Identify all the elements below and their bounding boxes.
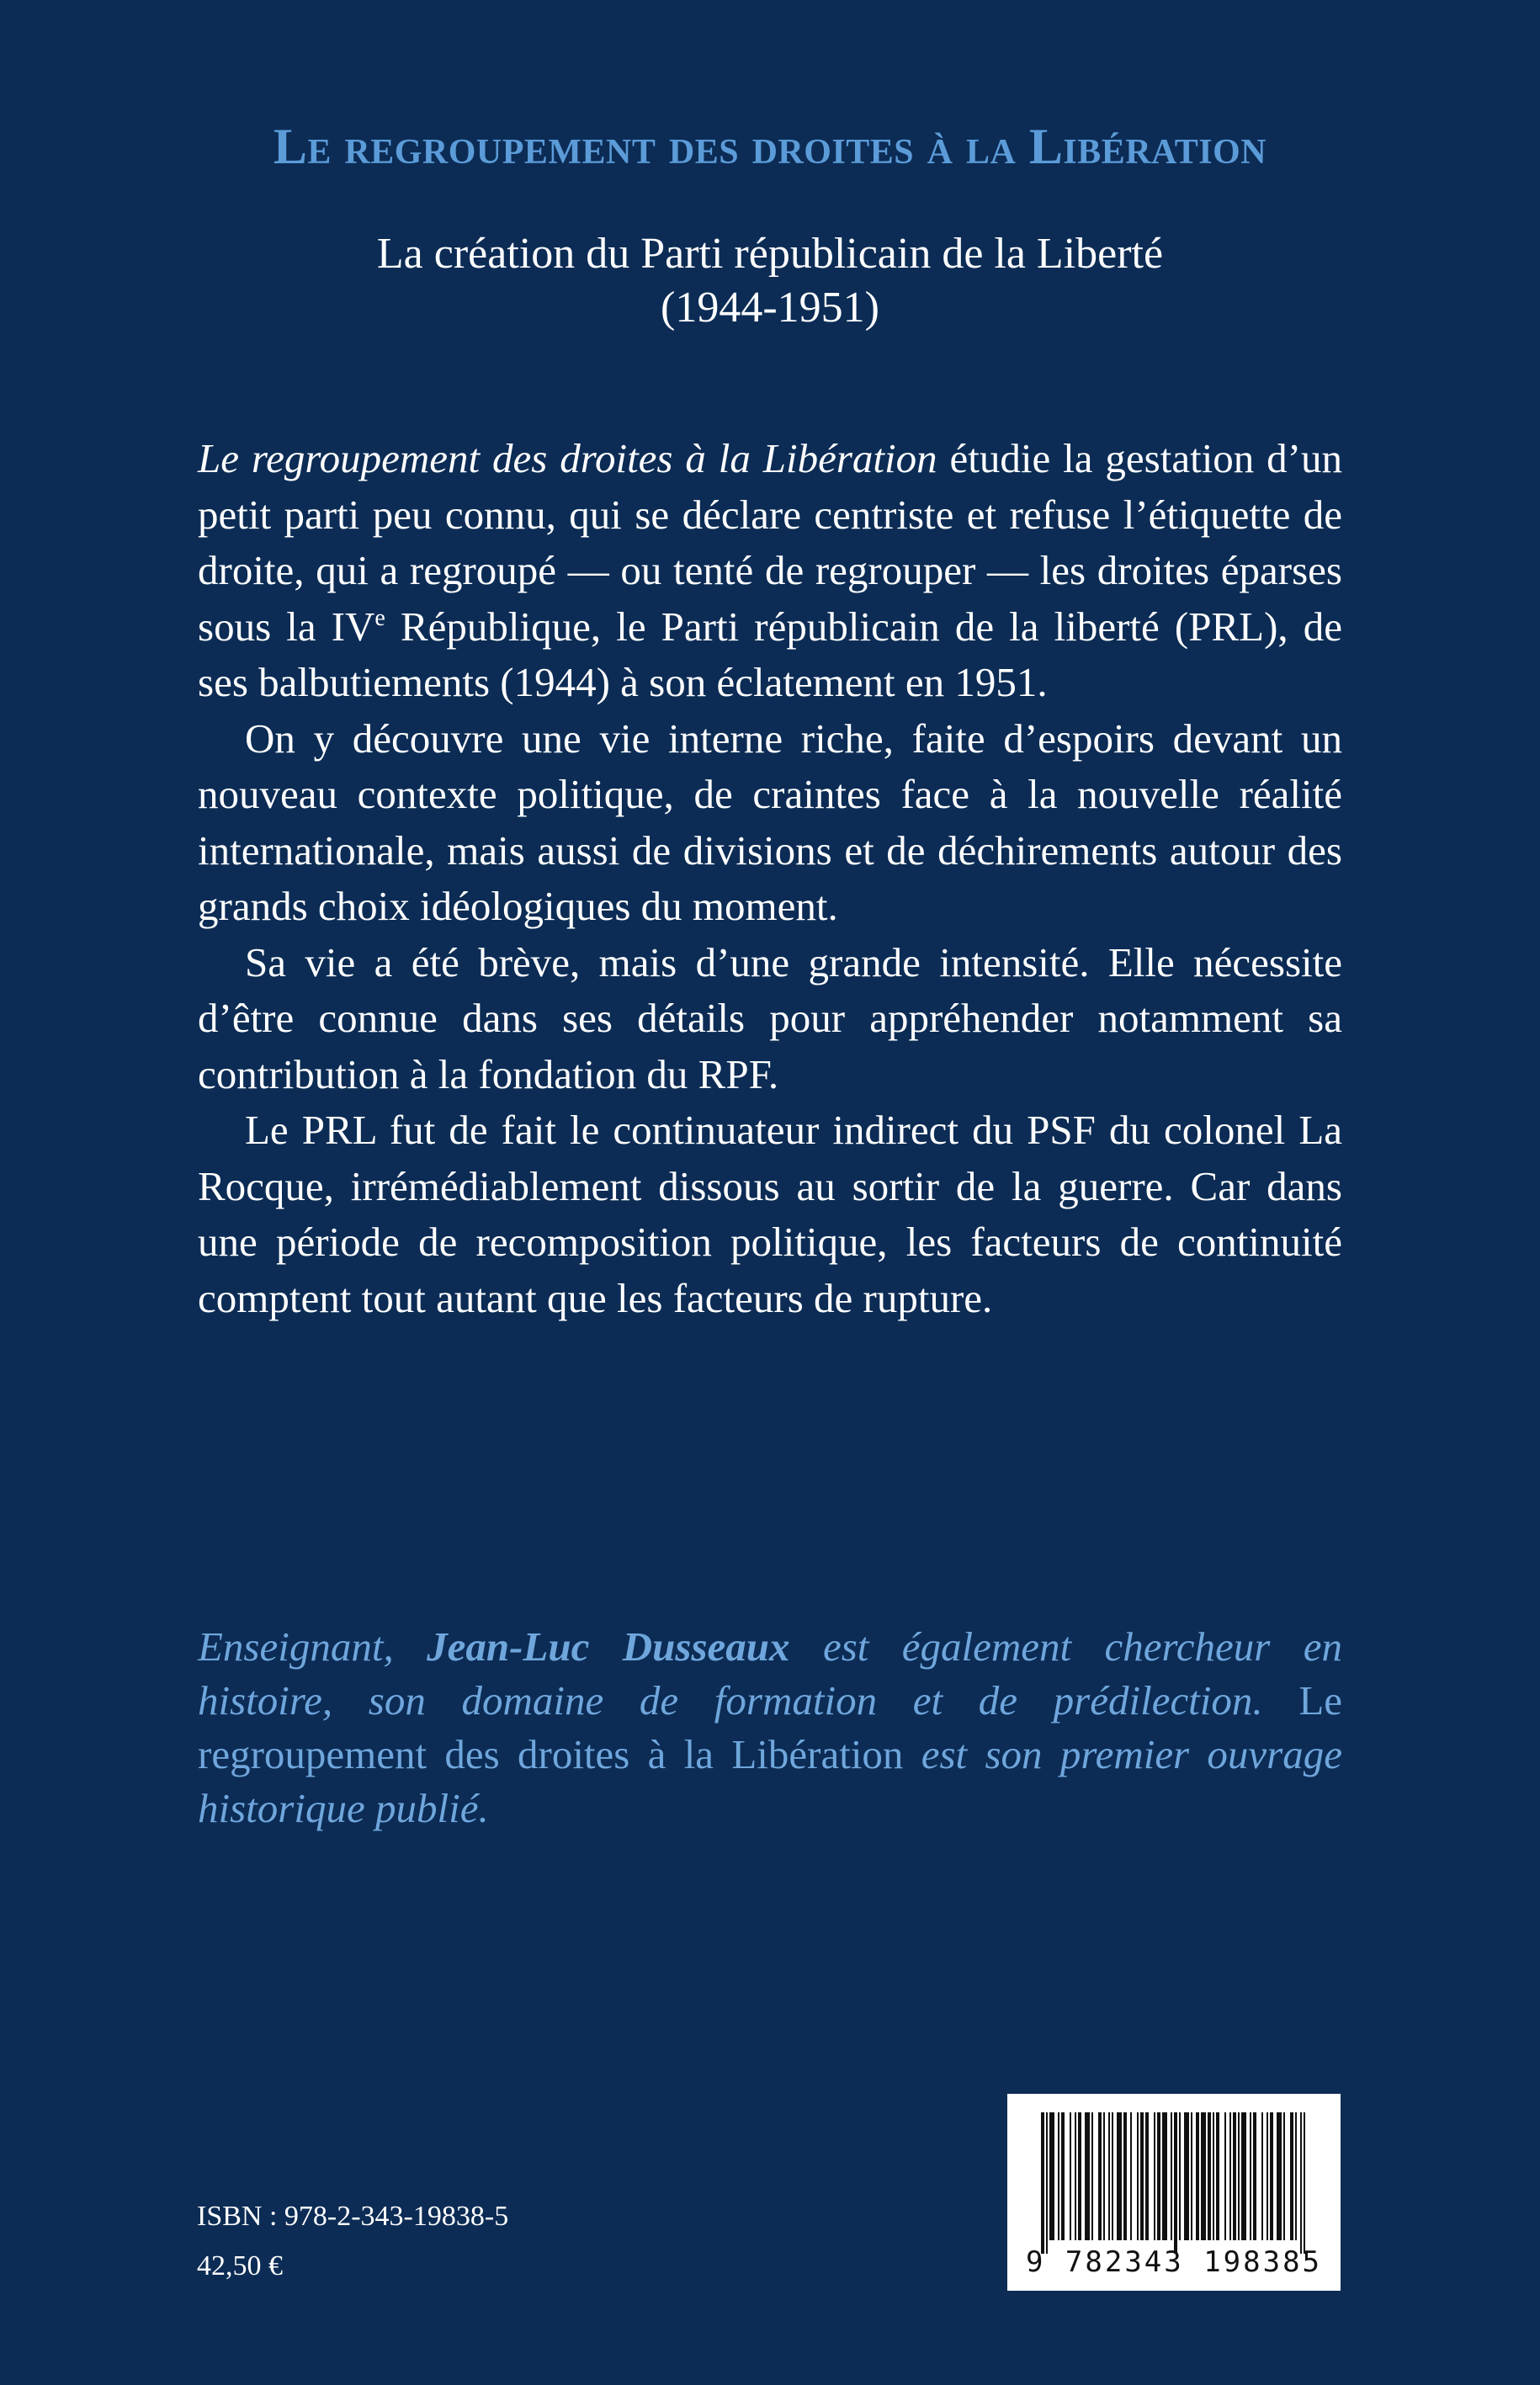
barcode-bar — [1196, 2112, 1199, 2240]
summary-paragraph-4: Le PRL fut de fait le continuateur indirect du PSF du colonel La Rocque, irrémédiablement dissous au sortir de la guerre. Car dans une période de recomposition politique, les facteurs de continuité comptent tout autant que les facteurs de rupture. — [198, 1107, 1342, 1321]
barcode — [1007, 2094, 1341, 2291]
summary-text-b: République, le Parti républicain de la liberté (PRL), de ses balbutiements (1944) à son éclatement en 1951. — [198, 603, 1342, 705]
barcode-bar — [1233, 2112, 1236, 2240]
barcode-bar — [1208, 2112, 1211, 2240]
barcode-bar — [1300, 2112, 1302, 2254]
barcode-bar — [1046, 2112, 1048, 2254]
barcode-bar — [1070, 2112, 1071, 2240]
barcode-bar — [1091, 2112, 1093, 2240]
barcode-digits: 9 782343 198385 — [1025, 2245, 1323, 2279]
barcode-bar — [1108, 2112, 1110, 2240]
barcode-bar — [1154, 2112, 1155, 2240]
barcode-bar — [1171, 2112, 1172, 2240]
book-title: Le regroupement des droites à la Libération — [273, 119, 1267, 174]
barcode-bar — [1253, 2112, 1256, 2240]
summary-text — [198, 431, 1342, 1326]
barcode-bar — [1283, 2112, 1285, 2240]
barcode-bar — [1075, 2112, 1076, 2240]
barcode-bar — [1157, 2112, 1160, 2240]
barcode-bar — [1213, 2112, 1214, 2240]
author-name: Jean-Luc Dusseaux — [427, 1623, 790, 1670]
barcode-bar — [1049, 2112, 1054, 2240]
summary-text-a: étudie la gestation d’un petit parti peu connu, qui se déclare centriste et refuse l’étiquette de droite, qui a regroupé — ou tenté de regrouper — les droites éparses sous la IV — [198, 435, 1343, 650]
barcode-bar — [1241, 2112, 1246, 2240]
barcode-bar — [1267, 2112, 1268, 2240]
barcode-bar — [1162, 2112, 1167, 2240]
barcode-bar — [1137, 2112, 1139, 2240]
bio-text-2: est également chercheur en histoire, son domaine de formation et de prédilection. — [198, 1623, 1342, 1724]
isbn: ISBN : 978-2-343-19838-5 — [197, 2201, 509, 2232]
bio-text-1: Enseignant, — [198, 1623, 427, 1670]
barcode-bar — [1250, 2112, 1251, 2240]
barcode-bar — [1058, 2112, 1059, 2240]
barcode-bar — [1078, 2112, 1081, 2240]
summary-title-italic: Le regroupement des droites à la Libération — [198, 435, 937, 481]
barcode-bar — [1174, 2112, 1177, 2254]
superscript: e — [374, 604, 385, 631]
bio-book-title: Le regroupement des droites à la Libération — [198, 1677, 1342, 1777]
barcode-bar — [1290, 2112, 1293, 2240]
barcode-bar — [1277, 2112, 1282, 2240]
barcode-bar — [1201, 2112, 1206, 2240]
barcode-bar — [1184, 2112, 1189, 2240]
barcode-bar — [1224, 2112, 1226, 2240]
summary-paragraph-3: Sa vie a été brève, mais d’une grande intensité. Elle nécessite d’être connue dans ses détails pour appréhender notamment sa contribution à la fondation du RPF. — [198, 938, 1342, 1097]
author-bio — [198, 1620, 1342, 1835]
summary-paragraph-2: On y découvre une vie interne riche, faite d’espoirs devant un nouveau contexte politique, de craintes face à la nouvelle réalité internationale, mais aussi de divisions et de déchirements autour des grands choix idéologiques du moment. — [198, 714, 1342, 929]
barcode-bar — [1229, 2112, 1231, 2240]
book-subtitle — [126, 227, 1414, 335]
barcode-bar — [1145, 2112, 1149, 2240]
barcode-bar — [1270, 2112, 1273, 2240]
barcode-bar — [1123, 2112, 1127, 2240]
barcode-bar — [1085, 2112, 1090, 2240]
barcode-bar — [1041, 2112, 1044, 2254]
barcode-bar — [1261, 2112, 1263, 2240]
barcode-bar — [1098, 2112, 1102, 2240]
barcode-bar — [1191, 2112, 1192, 2240]
bio-text-3: est son premier ouvrage historique publié. — [198, 1731, 1342, 1831]
barcode-bar — [1061, 2112, 1065, 2240]
barcode-bar — [1216, 2112, 1219, 2240]
subtitle-dates: (1944-1951) — [661, 284, 879, 332]
barcode-bar — [1112, 2112, 1113, 2240]
summary-paragraph-1 — [198, 431, 1342, 711]
subtitle-line: La création du Parti républicain de la Liberté — [376, 230, 1164, 278]
barcode-bar — [1140, 2112, 1144, 2240]
barcode-bar — [1179, 2112, 1181, 2240]
barcode-bar — [1295, 2112, 1297, 2240]
barcode-bar — [1238, 2112, 1240, 2240]
price: 42,50 € — [197, 2250, 283, 2281]
barcode-bar — [1117, 2112, 1122, 2240]
barcode-bar — [1304, 2112, 1305, 2254]
barcode-bar — [1130, 2112, 1132, 2240]
barcode-bar — [1103, 2112, 1105, 2240]
